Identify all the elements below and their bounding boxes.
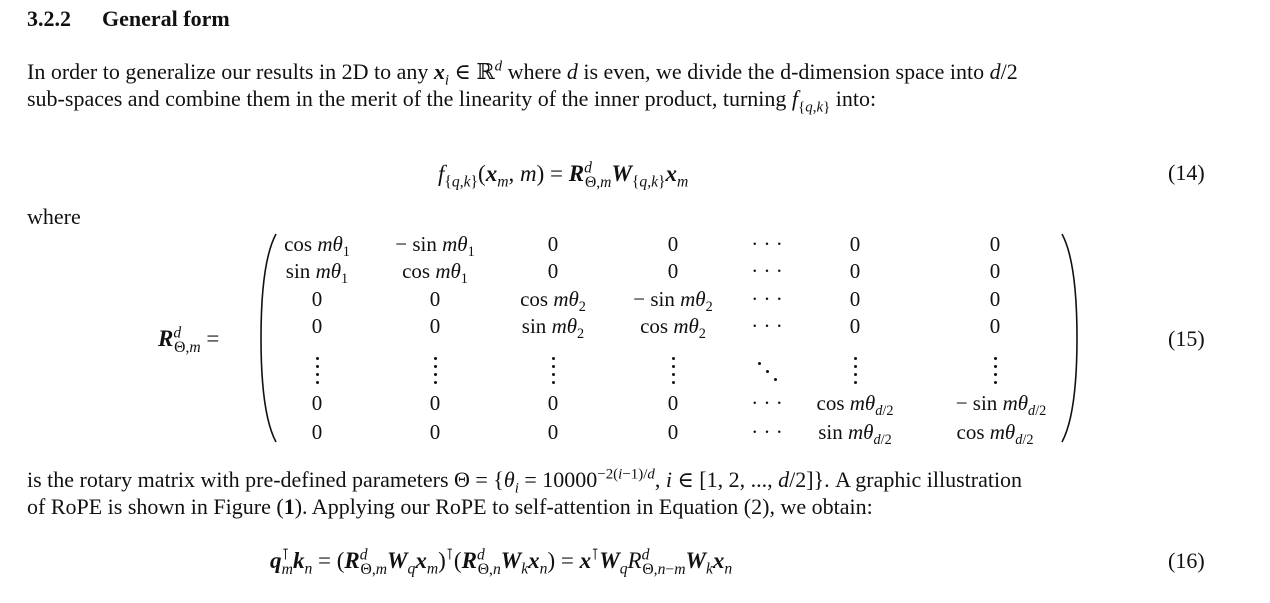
- matrix-cell: 0: [849, 314, 861, 338]
- matrix-cell: 0: [989, 314, 1001, 338]
- matrix-cell: 0: [667, 420, 679, 444]
- rotary-paragraph-line-1: is the rotary matrix with pre-defined parameters $\Theta = \{\theta_i = 10000^{-2(i-1)/d}$, i ∈ [1, 2, ..., d/2]}. A graphic illustration: [27, 466, 1023, 497]
- matrix-cell: 0: [547, 391, 559, 415]
- matrix-cell: · · ·: [751, 314, 783, 338]
- matrix-cell: 0: [311, 287, 323, 311]
- matrix-cell: · · ·: [751, 259, 783, 283]
- matrix-cell: · · ·: [751, 232, 783, 256]
- figure-ref[interactable]: 1: [283, 494, 295, 519]
- equation-14: $f_{\{q,k\}}(x_m$, $m) = R^d_{\Theta,m}W_{\{q,k\}}x_m$: [438, 159, 689, 191]
- matrix-cell: $\cos m\theta_{d/2}$: [956, 420, 1034, 449]
- matrix-cell: $\cos m\theta_{d/2}$: [816, 391, 894, 420]
- matrix-cell: 0: [667, 232, 679, 256]
- matrix-cell: $\cos m\theta_1$: [284, 232, 350, 261]
- matrix-cell: $\sin m\theta_2$: [521, 314, 585, 343]
- matrix-cell: 0: [429, 420, 441, 444]
- matrix-cell: $\cos m\theta_2$: [640, 314, 706, 343]
- matrix-cell: $\sin m\theta_1$: [285, 259, 349, 288]
- matrix-cell: − $\sin m\theta_1$: [395, 232, 475, 261]
- matrix-cell: $\sin m\theta_{d/2}$: [818, 420, 892, 449]
- matrix-vdots: [431, 352, 439, 384]
- equation-15-lhs: $R^d_{\Theta,m}$ =: [158, 324, 220, 356]
- matrix-cell: 0: [429, 391, 441, 415]
- section-number: 3.2.2: [27, 6, 71, 31]
- equation-number-16: (16): [1168, 548, 1205, 573]
- section-heading: [27, 6, 230, 32]
- math-theta-definition: $\Theta = \{\theta_i = 10000^{-2(i-1)/d}$, i ∈ [1, 2, ..., d/2]}: [454, 466, 825, 497]
- matrix-cell: 0: [989, 259, 1001, 283]
- intro-paragraph-line-2: sub-spaces and combine them in the merit of the linearity of the inner product, turning $f_{\{q,k\}}$ into:: [27, 86, 877, 116]
- matrix-cell: 0: [311, 420, 323, 444]
- matrix-vdots: [669, 352, 677, 384]
- matrix-cell: $\cos m\theta_1$: [402, 259, 468, 288]
- matrix-cell: 0: [667, 391, 679, 415]
- matrix-cell: 0: [849, 232, 861, 256]
- intro-paragraph-line-1: In order to generalize our results in 2D to any $x_i$ ∈ ℝ$^d$ where d is even, we divide the d-dimension space into d/2: [27, 58, 1018, 89]
- equation-number-15: (15): [1168, 326, 1205, 351]
- section-title: General form: [102, 6, 230, 31]
- matrix-cell: 0: [547, 259, 559, 283]
- matrix-cell: 0: [429, 314, 441, 338]
- matrix-cell: − $\sin m\theta_{d/2}$: [955, 391, 1047, 420]
- matrix-cell: · · ·: [751, 391, 783, 415]
- matrix-cell: 0: [547, 232, 559, 256]
- where-label: where: [27, 204, 81, 229]
- matrix-vdots: [991, 352, 999, 384]
- matrix-cell: 0: [989, 232, 1001, 256]
- matrix-ddots: [754, 360, 784, 386]
- matrix-cell: · · ·: [751, 420, 783, 444]
- matrix-vdots: [549, 352, 557, 384]
- matrix-cell: 0: [849, 287, 861, 311]
- matrix-cell: 0: [989, 287, 1001, 311]
- matrix-vdots: [313, 352, 321, 384]
- matrix-cell: − $\sin m\theta_2$: [633, 287, 713, 316]
- equation-number-14: (14): [1168, 160, 1205, 185]
- equation-16: $q^⊺_mk_n = (R^d_{\Theta,m}W_qx_m)^⊺(R^d_{\Theta,n}W_kx_n) = x^⊺W_qR^d_{\Theta,n-m}W_kx_n$: [270, 546, 733, 578]
- math-x-in-Rd: $x_i$ ∈ ℝ$^d$: [433, 58, 503, 89]
- matrix-cell: 0: [849, 259, 861, 283]
- matrix-vdots: [851, 352, 859, 384]
- matrix-cell: 0: [311, 391, 323, 415]
- matrix-cell: · · ·: [751, 287, 783, 311]
- matrix-cell: 0: [667, 259, 679, 283]
- matrix-cell: 0: [547, 420, 559, 444]
- matrix-cell: $\cos m\theta_2$: [520, 287, 586, 316]
- matrix-cell: 0: [429, 287, 441, 311]
- rotary-paragraph-line-2: of RoPE is shown in Figure (1). Applying our RoPE to self-attention in Equation (2), we obtain:: [27, 494, 873, 519]
- matrix-cell: 0: [311, 314, 323, 338]
